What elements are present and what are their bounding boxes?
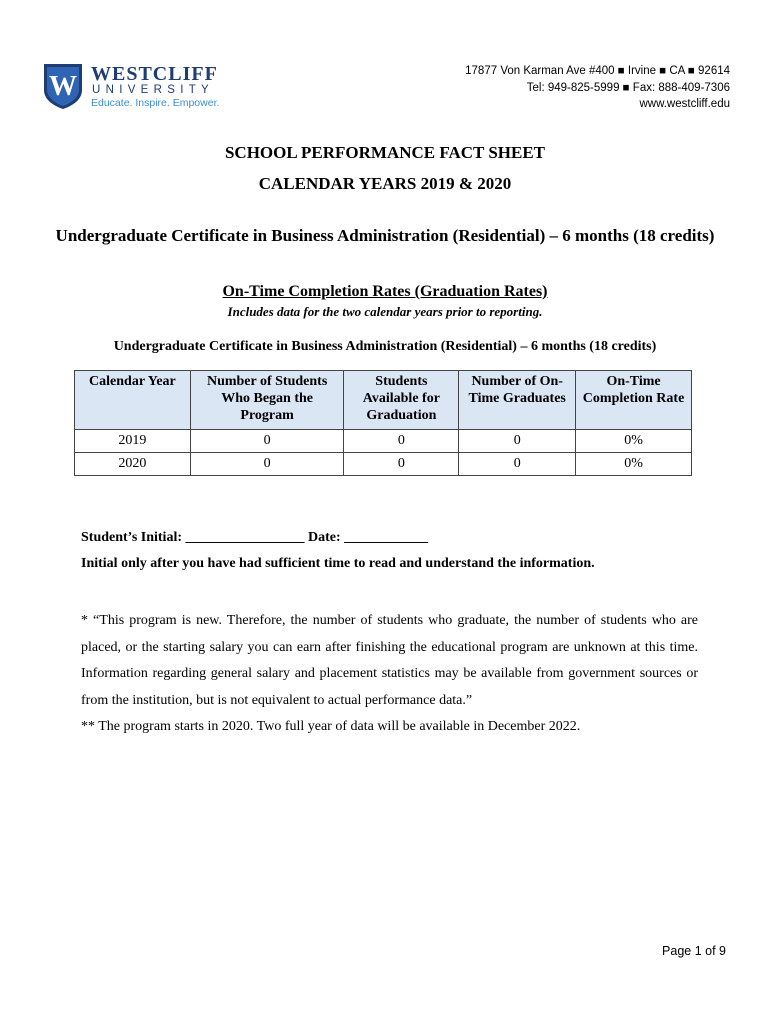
logo-name: WESTCLIFF xyxy=(91,63,218,85)
address-block xyxy=(465,63,730,113)
table-cell: 0 xyxy=(459,430,576,453)
table-cell: 0 xyxy=(344,453,459,476)
table-header-row xyxy=(75,371,692,430)
page-title: SCHOOL PERFORMANCE FACT SHEET xyxy=(224,143,546,162)
header-on-time-graduates: Number of On-Time Graduates xyxy=(459,371,576,430)
table-caption: Undergraduate Certificate in Business Administration (Residential) – 6 months (18 credits) xyxy=(113,339,657,354)
table-cell: 2020 xyxy=(75,453,191,476)
shield-letter: W xyxy=(49,71,77,102)
contact-line: Tel: 949-825-5999 ■ Fax: 888-409-7306 xyxy=(526,81,730,94)
table-cell: 0 xyxy=(344,430,459,453)
table-cell: 0% xyxy=(576,453,692,476)
table-row xyxy=(75,430,692,453)
logo-subname: UNIVERSITY xyxy=(92,84,215,96)
table-cell: 0 xyxy=(190,430,344,453)
university-logo xyxy=(42,62,242,112)
program-title: Undergraduate Certificate in Business Administration (Residential) – 6 months (18 credits) xyxy=(55,226,715,245)
completion-rates-table xyxy=(74,370,692,476)
address-line: 17877 Von Karman Ave #400 ■ Irvine ■ CA ■ 92614 xyxy=(465,65,730,77)
shield-icon xyxy=(42,62,84,110)
section-subtitle: Includes data for the two calendar years prior to reporting. xyxy=(227,304,543,319)
initial-instruction: Initial only after you have had sufficient time to read and understand the information. xyxy=(81,556,595,571)
student-initial-line: Student’s Initial: _________________ Date: ____________ xyxy=(81,530,429,545)
table-cell: 0 xyxy=(459,453,576,476)
page-subtitle: CALENDAR YEARS 2019 & 2020 xyxy=(258,174,512,193)
table-row xyxy=(75,453,692,476)
footnote-1: * “This program is new. Therefore, the number of students who graduate, the number of students who are placed, or the starting salary you can earn after finishing the educational program are unknown at this time. Information regarding general salary and placement statistics may be available from government sources or from the institution, but is not equivalent to actual performance data.” xyxy=(81,613,698,708)
table-cell: 0 xyxy=(190,453,344,476)
section-title: On-Time Completion Rates (Graduation Rates) xyxy=(222,283,548,300)
header-calendar-year: Calendar Year xyxy=(75,371,191,430)
footnotes xyxy=(81,608,698,741)
header-students-available: Students Available for Graduation xyxy=(344,371,459,430)
header-completion-rate: On-Time Completion Rate xyxy=(576,371,692,430)
logo-tagline: Educate. Inspire. Empower. xyxy=(91,97,220,109)
page-number: Page 1 of 9 xyxy=(662,944,726,958)
header-students-began: Number of Students Who Began the Program xyxy=(190,371,344,430)
footnote-2: ** The program starts in 2020. Two full year of data will be available in December 2022. xyxy=(81,719,581,734)
website-line: www.westcliff.edu xyxy=(639,98,730,110)
table-cell: 0% xyxy=(576,430,692,453)
table-cell: 2019 xyxy=(75,430,191,453)
